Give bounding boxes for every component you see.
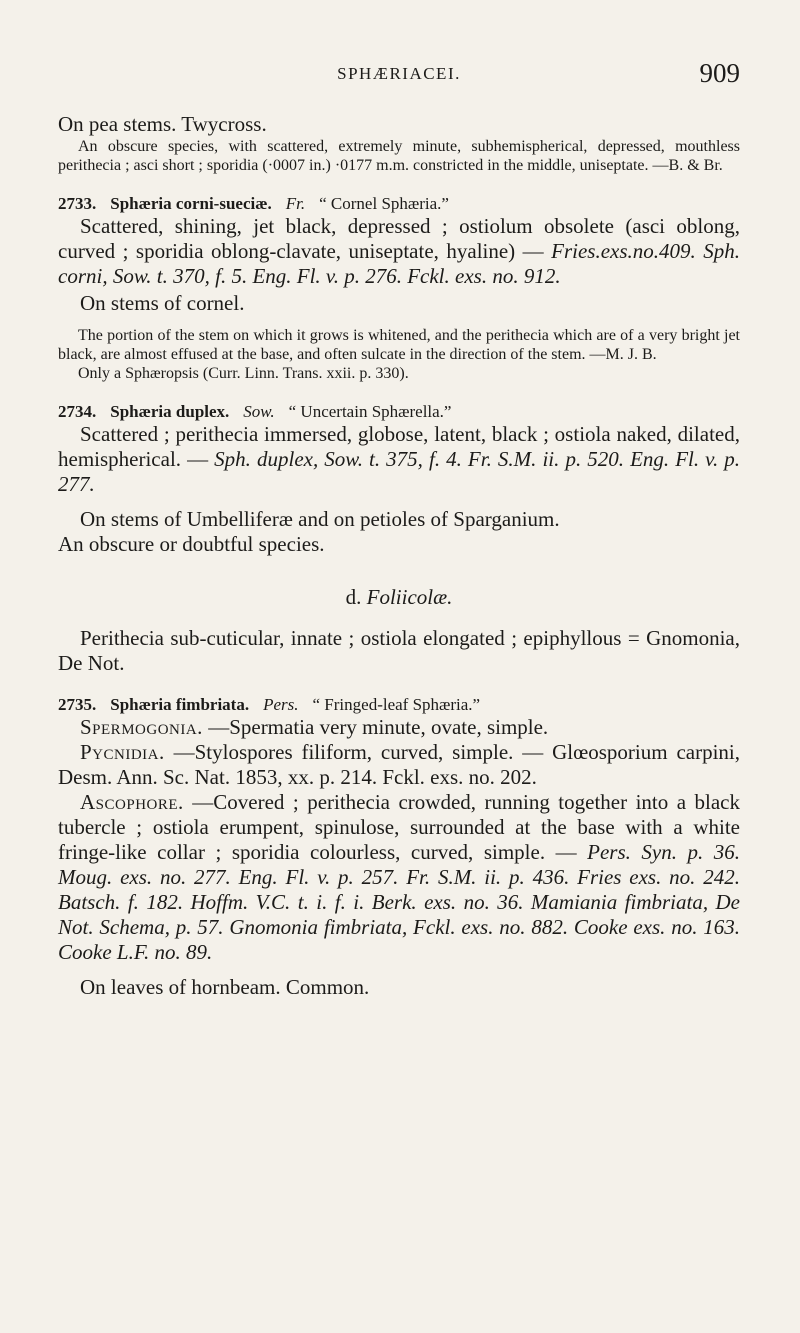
entry-number: 2734. [58, 402, 97, 421]
ascophore-paragraph [58, 790, 740, 965]
spermogonia-paragraph [58, 715, 740, 740]
references: Sph. duplex, Sow. t. 375, f. 4. Fr. S.M. ii. p. 520. Eng. Fl. v. p. 277. [58, 447, 740, 496]
species-name: Sphæria corni-sueciæ. [110, 194, 272, 213]
common-name: “ Fringed-leaf Sphæria.” [312, 695, 481, 714]
species-entry [58, 193, 740, 383]
spermogonia-label: Spermogonia. [80, 715, 203, 739]
species-name: Sphæria duplex. [110, 402, 230, 421]
species-authority: Fr. [285, 194, 306, 213]
ascophore-text: —Covered ; perithecia crowded, running together into a black tubercle ; ostiola erumpent, spinulose, surrounded at the base with a white fringe-like collar ; sporidia colourless, curved, simple. — [58, 790, 741, 864]
common-name: “ Cornel Sphæria.” [319, 194, 449, 213]
species-name: Sphæria fimbriata. [110, 695, 250, 714]
species-authority: Sow. [243, 402, 275, 421]
page-number: 909 [699, 58, 740, 88]
section-letter: d. [345, 585, 362, 609]
spermogonia-text: —Spermatia very minute, ovate, simple. [208, 715, 549, 739]
description-text: Scattered, shining, jet black, depressed ; ostiolum obsolete (asci oblong, curved ; sporidia oblong-clavate, uniseptate, hyaline) — [58, 214, 740, 263]
species-entry [58, 694, 740, 1000]
section-heading [58, 585, 740, 610]
pycnidia-paragraph [58, 740, 740, 790]
running-head: SPHÆRIACEI. [337, 64, 461, 83]
entry-heading [58, 694, 740, 715]
species-description [58, 422, 740, 497]
entry-note-2: Only a Sphæropsis (Curr. Linn. Trans. xxii. p. 330). [78, 365, 409, 382]
references: Pers. Syn. p. 36. Moug. exs. no. 277. Eng. Fl. v. p. 257. Fr. S.M. ii. p. 436. Fries exs. no. 242. Batsch. f. 182. Hoffm. V.C. t. i. f. i. Berk. exs. no. 36. Mamiania fimbriata, De Not. Schema, p. 57. Gnomonia fimbriata, Fckl. exs. no. 882. Cooke exs. no. 163. Cooke L.F. no. 89. [58, 840, 740, 964]
references: Fries.exs.no.409. Sph. corni, Sow. t. 370, f. 5. Eng. Fl. v. p. 276. Fckl. exs. no. 912. [58, 239, 740, 288]
entry-note: The portion of the stem on which it grows is whitened, and the perithecia which are of a very bright jet black, are almost effused at the base, and often sulcate in the direction of the stem. —M. J. B. [58, 327, 740, 363]
page-header [58, 58, 740, 92]
entry-heading [58, 193, 740, 214]
ascophore-label: Ascophore. [80, 790, 184, 814]
pycnidia-label: Pycnidia. [80, 740, 165, 764]
entry-heading [58, 401, 740, 422]
entry-number: 2735. [58, 695, 97, 714]
species-entry [58, 401, 740, 557]
description-text: Scattered ; perithecia immersed, globose, latent, black ; ostiola naked, dilated, hemispherical. — [58, 422, 740, 471]
species-description [58, 214, 740, 289]
habitat: On stems of Umbelliferæ and on petioles of Sparganium. [80, 507, 560, 531]
section-description: Perithecia sub-cuticular, innate ; ostiola elongated ; epiphyllous = Gnomonia, De Not. [58, 626, 740, 675]
entry-number: 2733. [58, 194, 97, 213]
intro-note: An obscure species, with scattered, extremely minute, subhemispherical, depressed, mouthless perithecia ; asci short ; sporidia (·0007 in.) ·0177 m.m. constricted in the middle, uniseptate. —B. & Br. [58, 138, 740, 174]
section-title: Foliicolæ. [366, 585, 453, 609]
habitat: On leaves of hornbeam. Common. [80, 975, 370, 999]
page-content [58, 112, 740, 1000]
pycnidia-text: —Stylospores filiform, curved, simple. — Glœosporium carpini, Desm. Ann. Sc. Nat. 1853, xx. p. 214. Fckl. exs. no. 202. [58, 740, 741, 789]
species-authority: Pers. [263, 695, 299, 714]
intro-habitat: On pea stems. Twycross. [58, 112, 267, 136]
common-name: “ Uncertain Sphærella.” [288, 402, 452, 421]
habitat: On stems of cornel. [80, 291, 245, 315]
entry-note: An obscure or doubtful species. [58, 532, 325, 556]
